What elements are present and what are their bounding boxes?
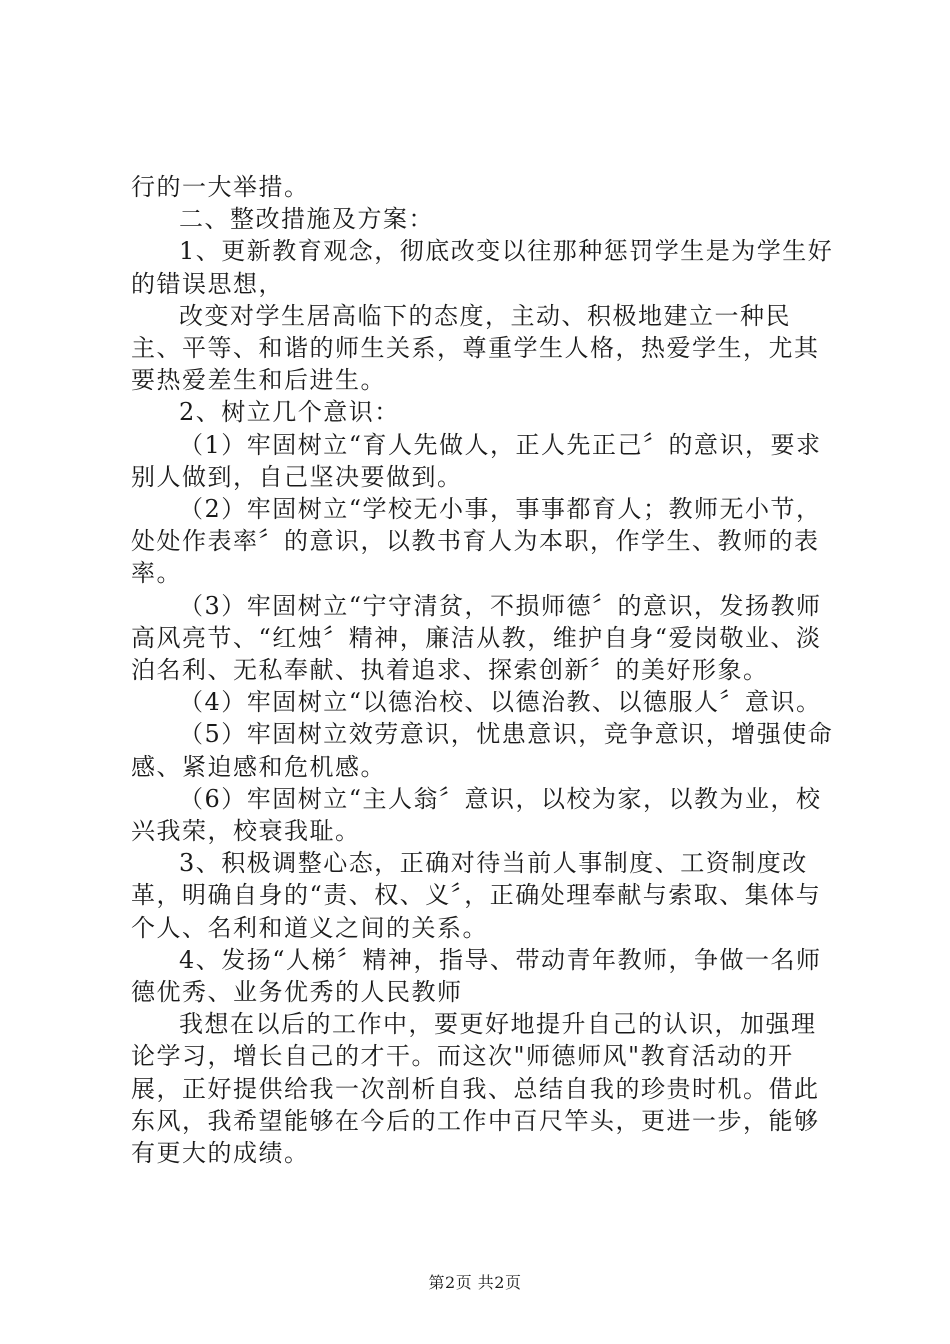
awareness-item-6: （6）牢固树立“主人翁〞意识，以校为家，以教为业，校兴我荣，校衰我耻。 <box>131 784 822 846</box>
awareness-item-1: （1）牢固树立“育人先做人，正人先正己〞的意识，要求别人做到，自己坚决要做到。 <box>131 430 822 491</box>
document-body <box>131 171 836 1169</box>
measure-item-1: 1、更新教育观念，彻底改变以往那种惩罚学生是为学生好的错误思想， <box>131 237 834 298</box>
awareness-item-5: （5）牢固树立效劳意识，忧患意识，竞争意识，增强使命感、紧迫感和危机感。 <box>131 720 834 781</box>
awareness-item-3: （3）牢固树立“宁守清贫，不损师德〞的意识，发扬教师高风亮节、“红烛〞精神，廉洁从教，维护自身“爱岗敬业、淡泊名利、无私奉献、执着追求、探索创新〞的美好形象。 <box>131 591 822 685</box>
page-number-label: 第2页 共2页 <box>428 1273 522 1292</box>
paragraph-continuation: 行的一大举措。 <box>131 173 310 201</box>
measure-item-1-detail: 改变对学生居高临下的态度，主动、积极地建立一种民主、平等、和谐的师生关系，尊重学生人格，热爱学生，尤其要热爱差生和后进生。 <box>131 301 820 395</box>
closing-paragraph: 我想在以后的工作中，要更好地提升自己的认识，加强理论学习，增长自己的才干。而这次"师德师风"教育活动的开展，正好提供给我一次剖析自我、总结自我的珍贵时机。借此东风，我希望能够在今后的工作中百尺竿头，更进一步，能够有更大的成绩。 <box>131 1010 820 1168</box>
awareness-item-2: （2）牢固树立“学校无小事，事事都育人；教师无小节，处处作表率〞的意识，以教书育人为本职，作学生、教师的表率。 <box>131 495 822 588</box>
measure-item-4: 4、发扬“人梯〞精神，指导、带动青年教师，争做一名师德优秀、业务优秀的人民教师 <box>131 945 822 1007</box>
measure-item-3: 3、积极调整心态，正确对待当前人事制度、工资制度改革，明确自身的“责、权、义〞，正确处理奉献与索取、集体与个人、名利和道义之间的关系。 <box>131 849 822 942</box>
measure-item-2: 2、树立几个意识： <box>179 398 400 427</box>
section-heading-measures: 二、整改措施及方案： <box>179 205 434 234</box>
page-footer <box>0 1273 950 1293</box>
awareness-item-4: （4）牢固树立“以德治校、以德治教、以德服人〞意识。 <box>179 688 822 717</box>
